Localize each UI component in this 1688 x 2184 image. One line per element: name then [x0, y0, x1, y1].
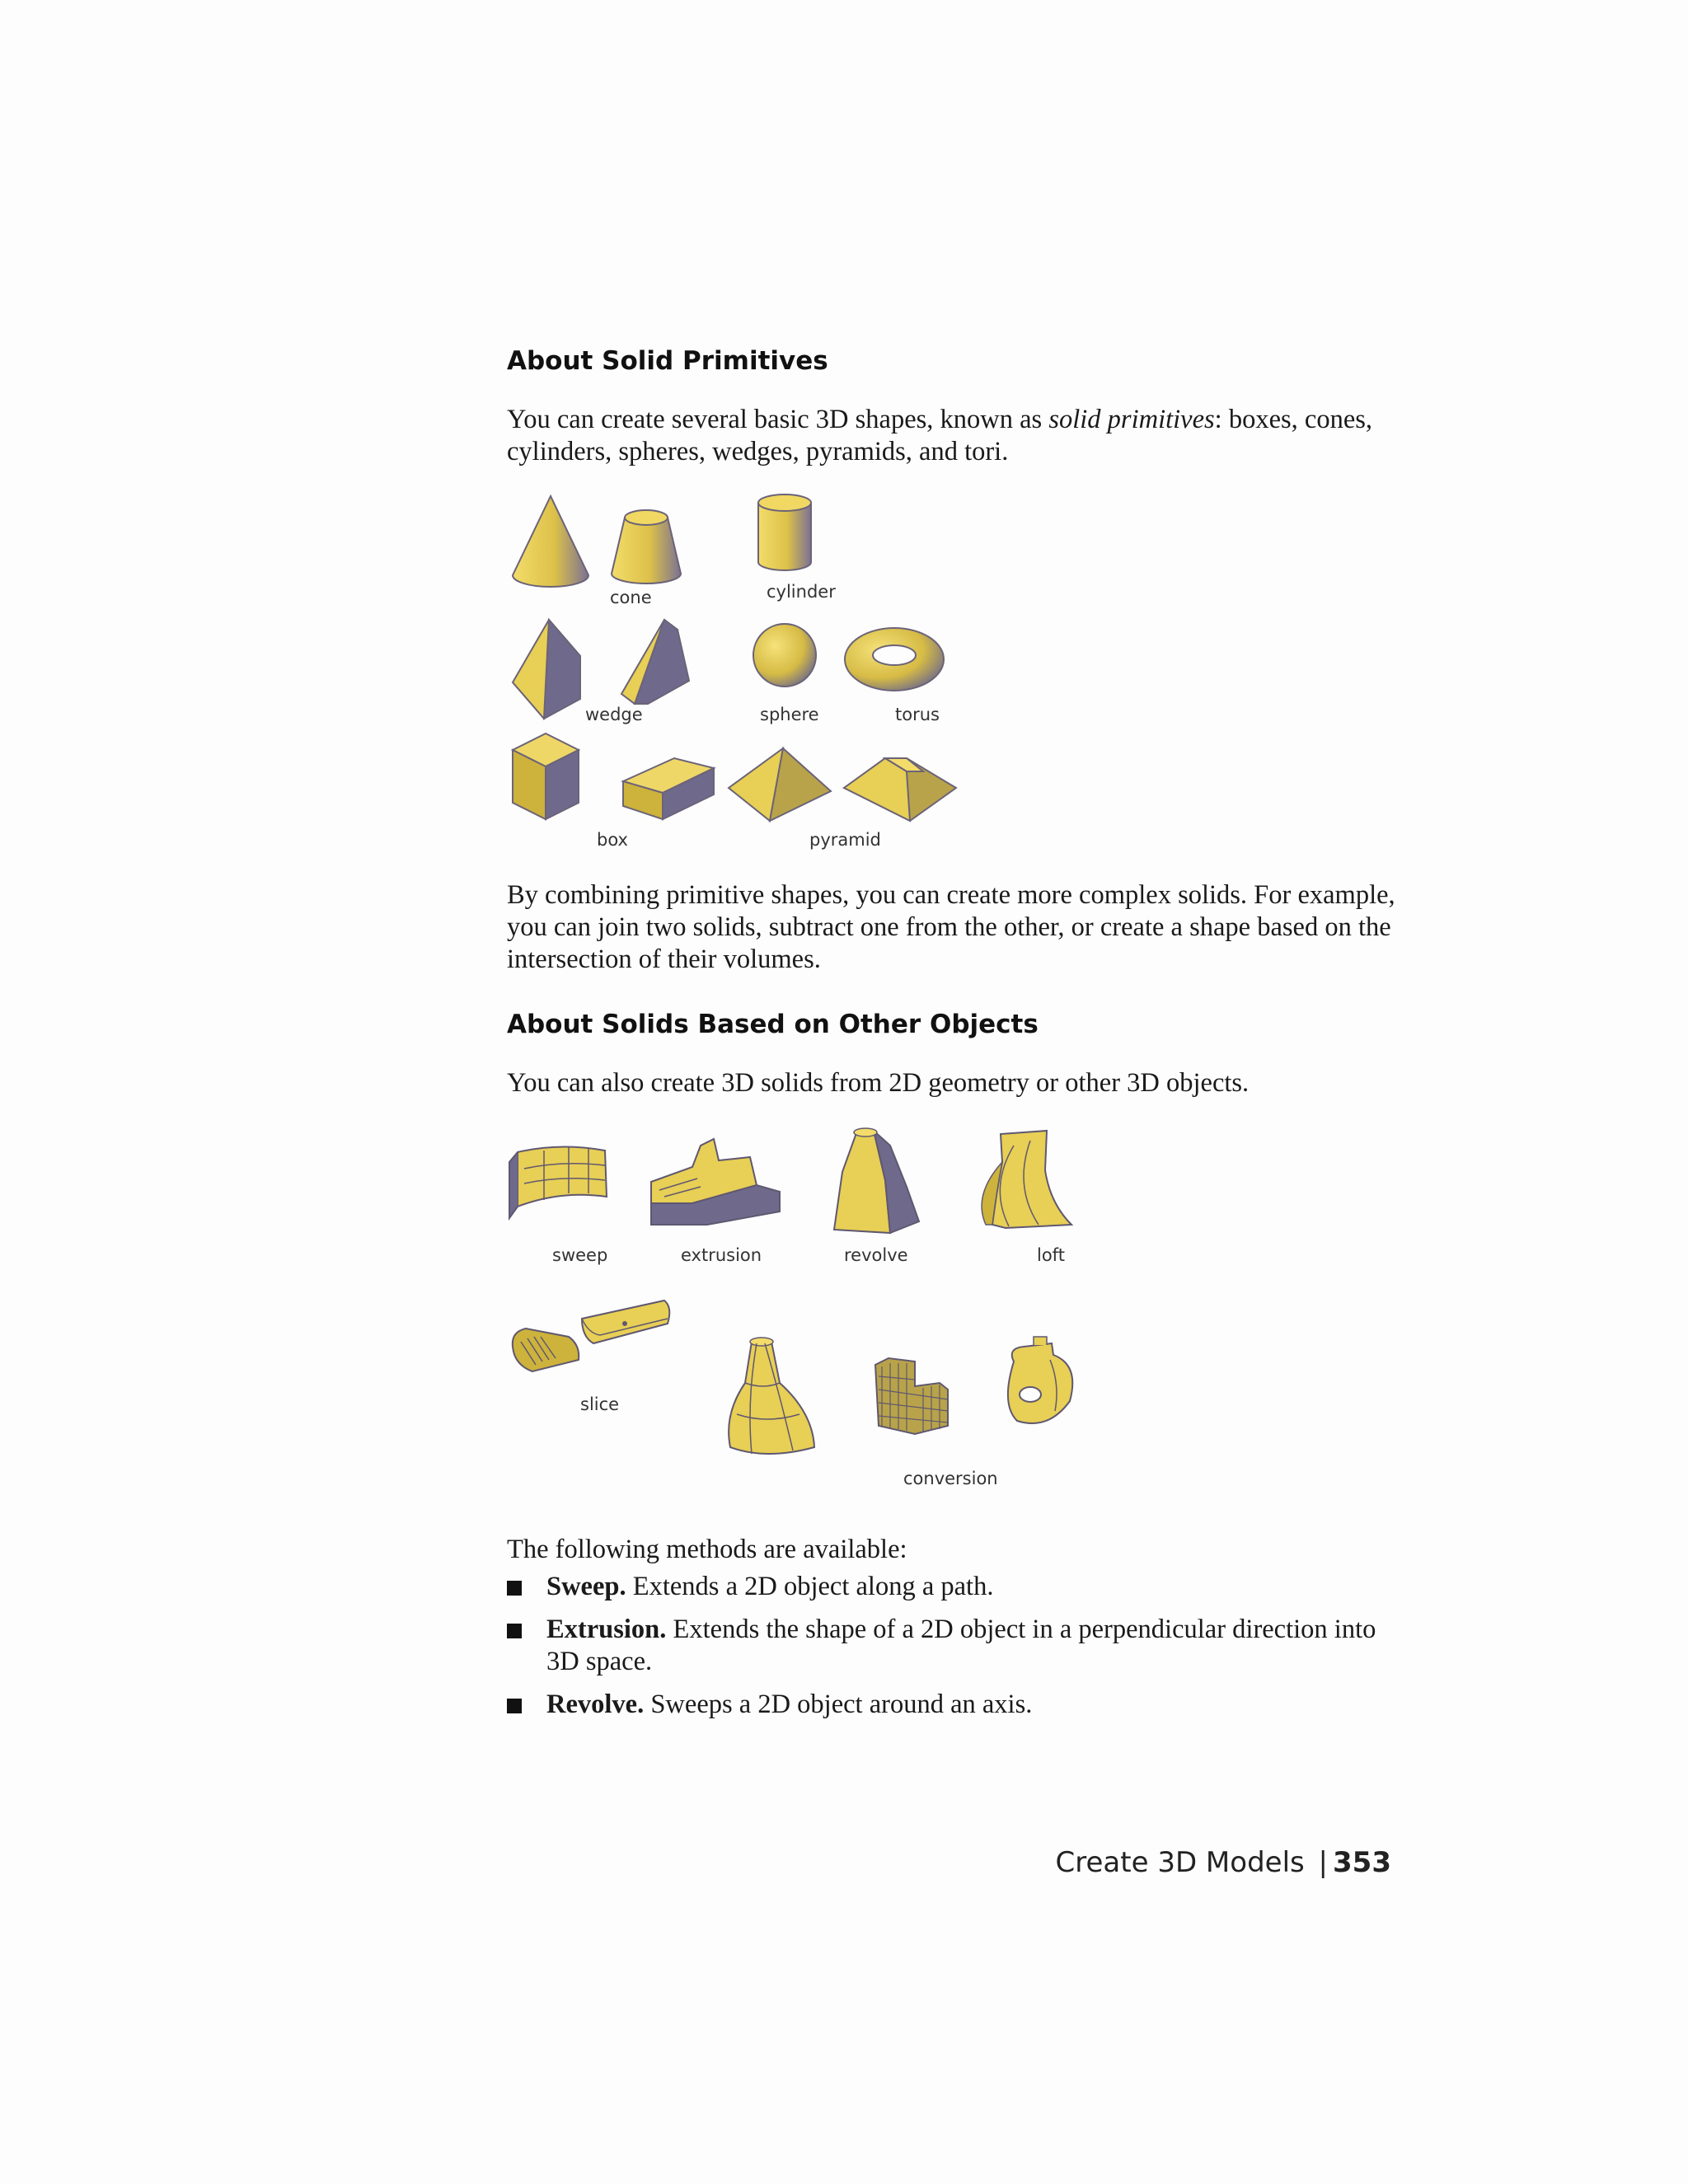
loft-shape: [982, 1131, 1071, 1228]
sweep-shape: [509, 1146, 607, 1218]
page-number: 353: [1333, 1846, 1391, 1879]
extrusion-shape: [651, 1139, 780, 1225]
torus-shape: [845, 628, 944, 691]
conversion-part-shape: [1008, 1337, 1072, 1423]
square-bullet-icon: [507, 1624, 522, 1638]
footer-title: Create 3D Models: [1055, 1846, 1305, 1879]
label-sweep: sweep: [552, 1245, 608, 1265]
solid-primitives-intro: [507, 404, 1397, 468]
label-wedge: wedge: [585, 705, 643, 724]
solids-from-objects-illustration: [503, 1121, 1129, 1492]
list-item: [507, 1689, 1397, 1721]
method-term: Revolve.: [546, 1690, 645, 1719]
list-item: [507, 1614, 1397, 1678]
method-description: Sweeps a 2D object around an axis.: [644, 1690, 1033, 1719]
label-box: box: [597, 830, 628, 850]
intro-text-2: : boxes, cones, cylinders, spheres, wedges, pyramids, and tori.: [507, 405, 1373, 466]
conversion-mesh-shape: [875, 1358, 948, 1434]
sphere-shape: [753, 624, 816, 687]
label-torus: torus: [895, 705, 940, 724]
box-cube-shape: [513, 733, 579, 819]
methods-list: [507, 1571, 1397, 1732]
solids-from-objects-figure: [503, 1121, 1129, 1496]
intro-emphasis: solid primitives: [1048, 405, 1215, 434]
label-revolve: revolve: [844, 1245, 908, 1265]
method-description: Extends a 2D object along a path.: [626, 1572, 994, 1601]
square-bullet-icon: [507, 1581, 522, 1596]
pyramid-shape: [729, 748, 831, 821]
label-pyramid: pyramid: [809, 830, 881, 850]
label-extrusion: extrusion: [681, 1245, 762, 1265]
revolve-shape: [834, 1128, 919, 1233]
method-term: Extrusion.: [546, 1615, 667, 1644]
label-conversion: conversion: [903, 1469, 998, 1488]
wedge-shape: [513, 620, 580, 719]
footer-separator: |: [1318, 1846, 1329, 1879]
solid-primitives-illustration: [503, 486, 973, 857]
wedge-thin-shape: [621, 620, 689, 704]
list-item: [507, 1571, 1397, 1603]
slice-shape: [513, 1301, 669, 1371]
combining-primitives-paragraph: By combining primitive shapes, you can create more complex solids. For example, you can join two solids, subtract one from the other, or create a shape based on the intersection of their volumes.: [507, 880, 1395, 974]
label-cone: cone: [610, 588, 652, 607]
solid-primitives-figure: [503, 486, 973, 861]
section-heading-solids-other-objects: About Solids Based on Other Objects: [507, 1010, 1039, 1039]
frustum-shape: [612, 510, 681, 583]
label-cylinder: cylinder: [767, 582, 836, 602]
label-sphere: sphere: [760, 705, 819, 724]
label-slice: slice: [580, 1394, 620, 1414]
page-footer: [1056, 1846, 1391, 1879]
label-loft: loft: [1037, 1245, 1065, 1265]
square-bullet-icon: [507, 1699, 522, 1713]
section-heading-solid-primitives: About Solid Primitives: [507, 346, 828, 376]
intro-text-1: You can create several basic 3D shapes, known as: [507, 405, 1049, 434]
cone-shape: [513, 496, 588, 587]
solids-other-objects-intro: You can also create 3D solids from 2D geometry or other 3D objects.: [507, 1068, 1250, 1098]
cylinder-shape: [758, 494, 811, 570]
truncated-pyramid-shape: [844, 758, 956, 821]
methods-intro: The following methods are available:: [507, 1535, 907, 1564]
method-term: Sweep.: [546, 1572, 626, 1601]
box-long-shape: [623, 758, 714, 819]
method-description: Extends the shape of a 2D object in a perpendicular direction into 3D space.: [546, 1615, 1376, 1676]
conversion-vase-shape: [729, 1338, 814, 1454]
